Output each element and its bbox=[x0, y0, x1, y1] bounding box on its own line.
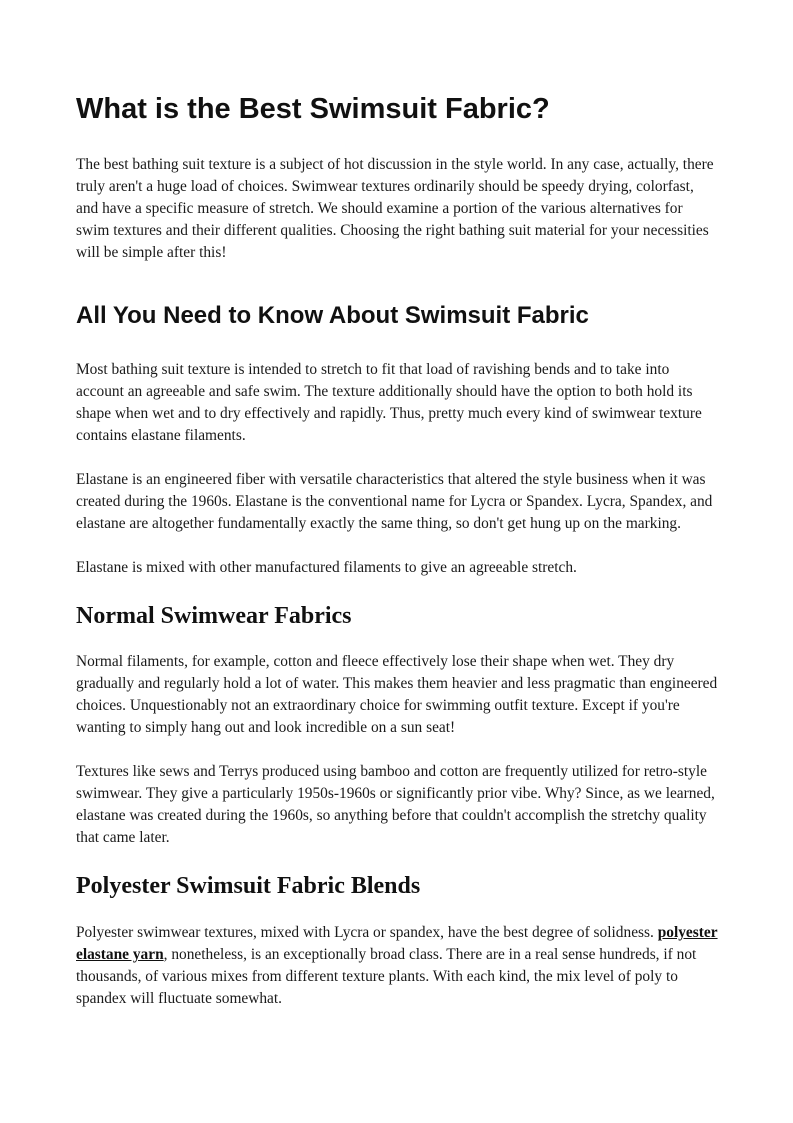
paragraph: Normal filaments, for example, cotton and fleece effectively lose their shape when wet. They dry gradually and regularly hold a lot of water. This makes them heavier and less pragmatic than engineered choices. Unquestionably not an extraordinary choice for swimming outfit texture. Except if you're wanting to simply hang out and look incredible on a sun seat! bbox=[76, 653, 718, 736]
paragraph: Textures like sews and Terrys produced using bamboo and cotton are frequently utilized for retro-style swimwear. They give a particularly 1950s-1960s or significantly prior vibe. Why? Since, as we learned, elastane was created during the 1960s, so anything before that couldn't accomplish the stretchy quality that came later. bbox=[76, 763, 715, 846]
section-heading-know: All You Need to Know About Swimsuit Fabric bbox=[76, 302, 589, 329]
paragraph: Most bathing suit texture is intended to stretch to fit that load of ravishing bends and to take into account an agreeable and safe swim. The texture additionally should have the option to both hold its shape when wet and to dry effectively and rapidly. Thus, pretty much every kind of swimwear texture contains elastane filaments. bbox=[76, 361, 702, 444]
page-title: What is the Best Swimsuit Fabric? bbox=[76, 93, 550, 125]
section-heading-polyester: Polyester Swimsuit Fabric Blends bbox=[76, 873, 421, 899]
paragraph-text: Polyester swimwear textures, mixed with Lycra or spandex, have the best degree of solidness. bbox=[76, 924, 658, 941]
intro-paragraph: The best bathing suit texture is a subject of hot discussion in the style world. In any case, actually, there truly aren't a huge load of choices. Swimwear textures ordinarily should be speedy drying, colorfast, and have a specific measure of stretch. We should examine a portion of the various alternatives for swim textures and their different qualities. Choosing the right bathing suit material for your necessities will be simple after this! bbox=[76, 156, 714, 261]
paragraph-with-link bbox=[76, 922, 718, 1010]
paragraph: Elastane is an engineered fiber with versatile characteristics that altered the style business when it was created during the 1960s. Elastane is the conventional name for Lycra or Spandex. Lycra, Spandex, and elastane are altogether fundamentally exactly the same thing, so don't get hung up on the marking. bbox=[76, 471, 713, 532]
section-heading-natural: Normal Swimwear Fabrics bbox=[76, 603, 352, 629]
paragraph: Elastane is mixed with other manufactured filaments to give an agreeable stretch. bbox=[76, 559, 577, 576]
polyester-elastane-yarn-link[interactable]: polyester elastane yarn bbox=[76, 924, 718, 963]
paragraph-text: , nonetheless, is an exceptionally broad class. There are in a real sense hundreds, if not thousands, of various mixes from different texture plants. With each kind, the mix level of poly to spandex will fluctuate somewhat. bbox=[76, 946, 697, 1007]
article bbox=[76, 92, 718, 1010]
